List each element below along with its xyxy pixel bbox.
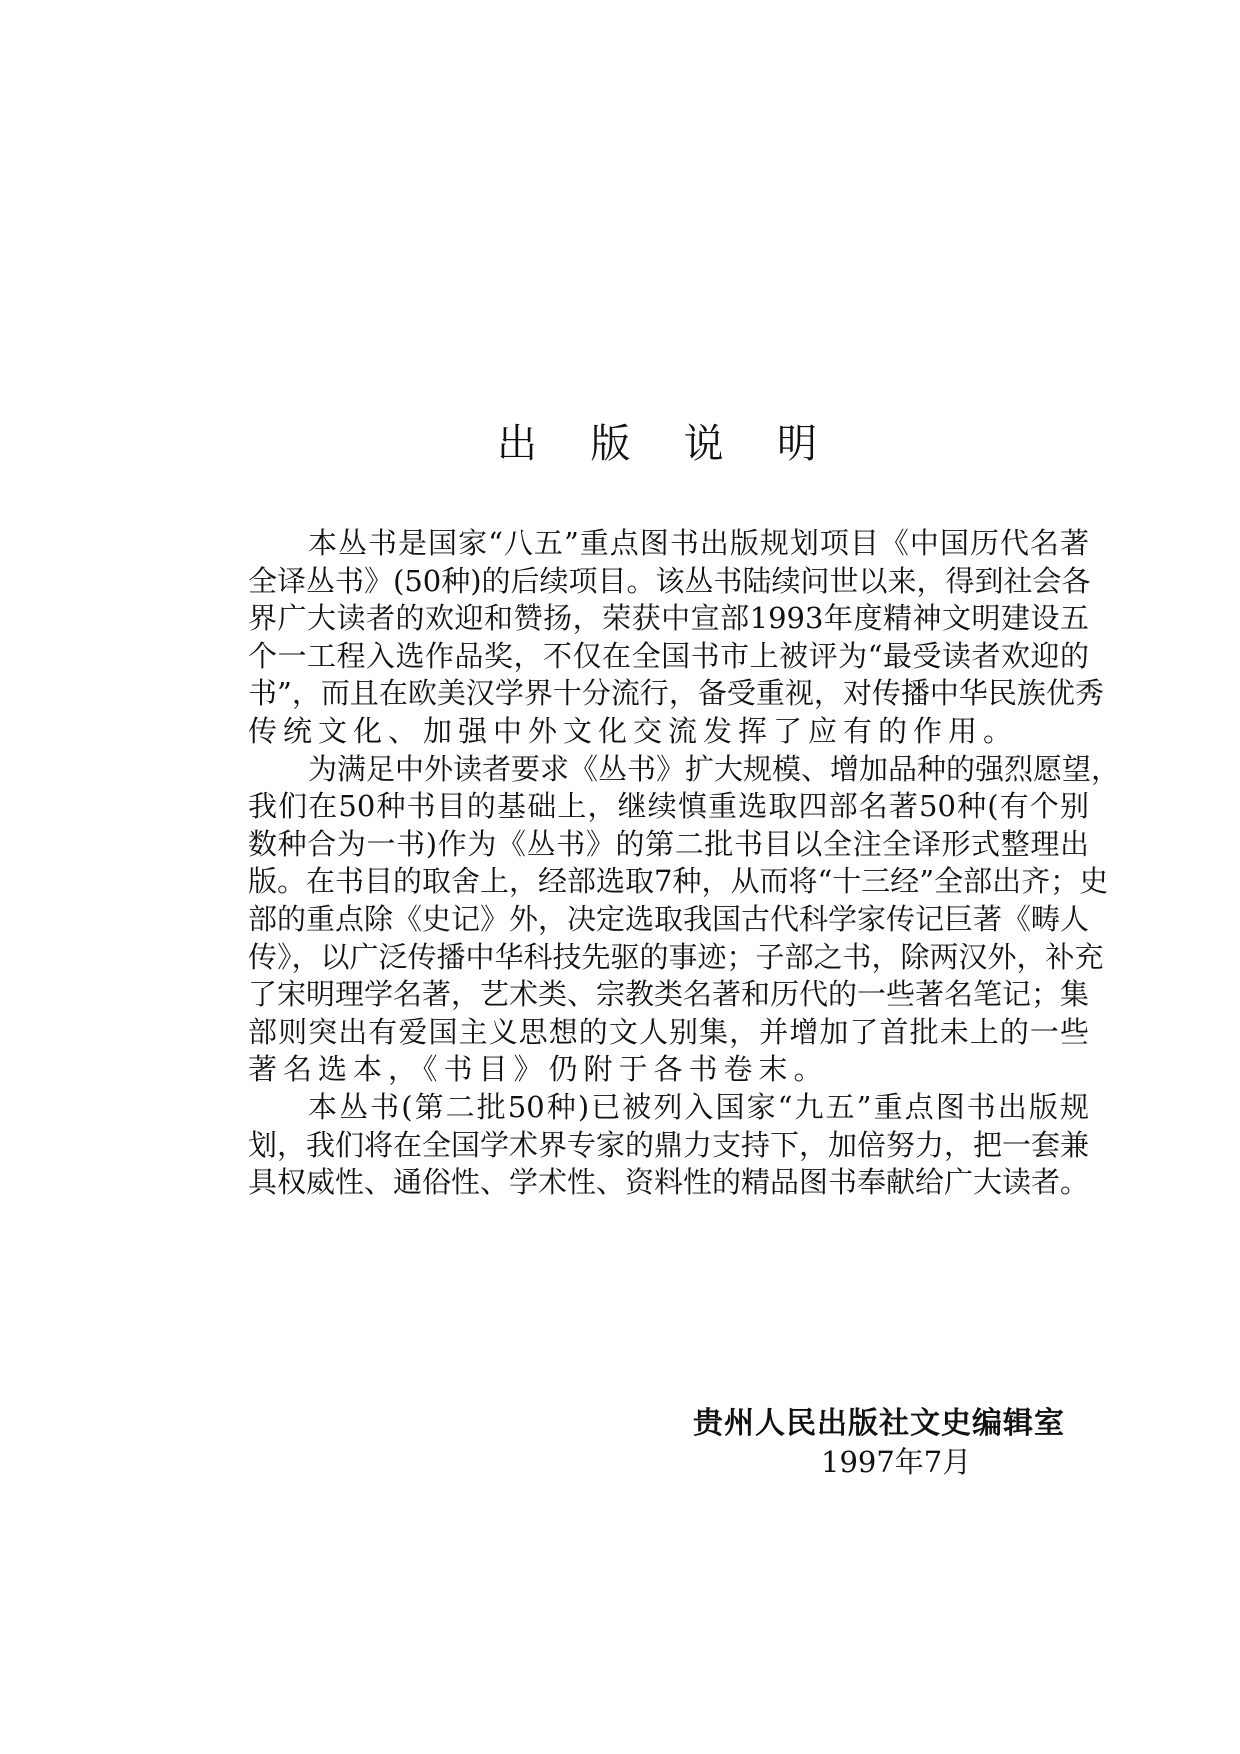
text-line: 具权威性、通俗性、学术性、资料性的精品图书奉献给广大读者。	[248, 1165, 1090, 1200]
text-line: 本丛书是国家“八五”重点图书出版规划项目《中国历代名著	[308, 526, 1089, 560]
text-line: 传》，以广泛传播中华科技先驱的事迹；子部之书，除两汉外，补充	[248, 939, 1104, 974]
text-line: 我们在50种书目的基础上，继续慎重选取四部名著50种(有个别	[248, 789, 1089, 824]
title-char: 说	[683, 421, 724, 467]
publisher-signature: 贵州人民出版社文史编辑室	[693, 1406, 1065, 1441]
publication-date: 1997年7月	[821, 1445, 972, 1479]
title-char: 出	[497, 421, 537, 467]
text-line: 数种合为一书)作为《丛书》的第二批书目以全注全译形式整理出	[248, 826, 1089, 861]
page-title	[497, 412, 817, 469]
paragraph-2	[248, 751, 1121, 1089]
text-line: 著名选本，《书目》仍附于各书卷末。	[248, 1052, 829, 1087]
title-char: 版	[590, 421, 631, 467]
text-line: 部则突出有爱国主义思想的文人别集，并增加了首批未上的一些	[248, 1014, 1089, 1049]
text-line: 版。在书目的取舍上，经部选取7种，从而将“十三经”全部出齐；史	[248, 864, 1109, 899]
paragraph-3	[248, 1089, 1089, 1202]
text-line: 书”，而且在欧美汉学界十分流行，备受重视，对传播中华民族优秀	[248, 676, 1104, 711]
text-line: 全译丛书》(50种)的后续项目。该丛书陆续问世以来，得到社会各	[248, 563, 1091, 598]
paragraph-1	[248, 525, 1104, 751]
text-line: 本丛书(第二批50种)已被列入国家“九五”重点图书出版规	[308, 1089, 1089, 1124]
text-line: 个一工程入选作品奖，不仅在全国书市上被评为“最受读者欢迎的	[248, 638, 1089, 673]
title-char: 明	[776, 421, 817, 467]
text-line: 了宋明理学名著，艺术类、宗教类名著和历代的一些著名笔记；集	[248, 977, 1090, 1012]
text-line: 部的重点除《史记》外，决定选取我国古代科学家传记巨著《畴人	[248, 901, 1090, 936]
body-text	[248, 525, 1121, 1202]
text-line: 传统文化、加强中外文化交流发挥了应有的作用。	[248, 713, 1019, 748]
text-line: 为满足中外读者要求《丛书》扩大规模、增加品种的强烈愿望，	[308, 751, 1121, 786]
text-line: 界广大读者的欢迎和赞扬，荣获中宣部1993年度精神文明建设五	[248, 601, 1089, 636]
text-line: 划，我们将在全国学术界专家的鼎力支持下，加倍努力，把一套兼	[248, 1127, 1090, 1162]
